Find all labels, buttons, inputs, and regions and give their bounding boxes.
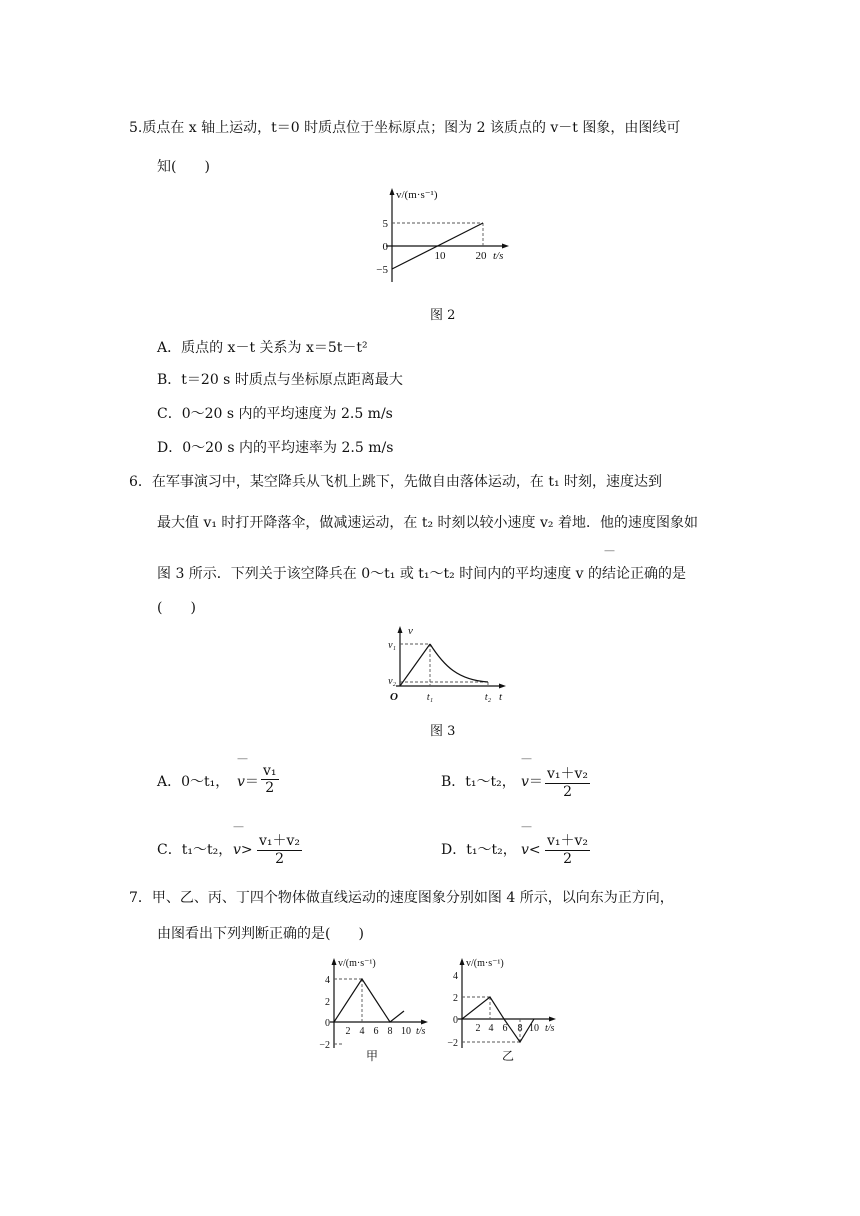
svg-text:0: 0 [325,1018,330,1029]
q6-option-a-prefix: A．0～t₁， [157,774,230,790]
svg-text:10: 10 [529,1023,539,1034]
svg-text:2: 2 [325,997,330,1008]
svg-text:−2: −2 [447,1038,458,1049]
jia-label: 甲 [365,1049,379,1063]
q6-stem-line2: 最大值 v₁ 时打开降落伞，做减速运动，在 t₂ 时刻以较小速度 v₂ 着地．他的速度图象如 [157,515,698,531]
q6-free-fall-line [400,644,430,686]
svg-text:t/s: t/s [545,1023,555,1034]
q5-stem-line1: 5.质点在 x 轴上运动，t＝0 时质点位于坐标原点；图为 2 该质点的 v－t 图象，由图线可 [129,120,681,136]
svg-text:t/s: t/s [416,1026,426,1037]
q6-option-d-fraction: $\frac{\text{v₁＋v₂}}{2}$ [545,830,590,867]
q6-x-arrow [499,684,506,689]
q6-option-b-fraction: $\frac{\text{v₁＋v₂}}{2}$ [545,763,590,800]
q6-deceleration-curve [430,644,488,682]
svg-text:8: 8 [517,1023,523,1034]
q5-stem-line2: 知( ) [157,159,210,175]
q7-graph-jia [312,952,442,1064]
yi-ylabel: v/(m·s⁻¹) [466,958,504,969]
q6-option-a-v: v＝ [237,774,259,790]
q6-y-arrow [398,626,403,633]
q6-option-c-prefix: C．t₁～t₂， [157,842,233,858]
q5-y-arrow [390,188,395,195]
q6-option-d-prefix: D．t₁～t₂， [441,842,517,858]
q6-option-c-fraction: $\frac{\text{v₁＋v₂}}{2}$ [257,830,302,867]
svg-text:6: 6 [373,1026,379,1037]
q6-label-v2: v₂ [388,676,396,687]
q5-ytick: −5 [376,264,388,276]
q6-stem-line1: 6．在军事演习中，某空降兵从飞机上跳下，先做自由落体运动，在 t₁ 时刻，速度达到 [129,474,663,490]
q6-stem-line4: ( ) [157,600,196,616]
q5-x-arrow [502,244,509,249]
q7-stem-line1: 7．甲、乙、丙、丁四个物体做直线运动的速度图象分别如图 4 所示，以向东为正方向， [129,890,674,906]
q6-stem-line3: 图 3 所示．下列关于该空降兵在 0～t₁ 或 t₁～t₂ 时间内的平均速度 v 的结论正确的是 [157,566,687,582]
q6-label-t2: t₂ [484,692,492,703]
svg-text:8: 8 [387,1026,393,1037]
svg-text:0: 0 [453,1015,458,1026]
q6-option-b-bar: — [521,752,532,765]
q5-xtick: 20 [475,250,487,262]
q6-option-b-v: v＝ [521,774,543,790]
q6-option-c-bar: — [233,820,244,833]
svg-text:4: 4 [325,975,330,986]
svg-text:10: 10 [401,1026,411,1037]
svg-text:4: 4 [359,1026,365,1037]
q5-figure-caption: 图 2 [430,308,456,323]
q5-option-b[interactable]: B．t＝20 s 时质点与坐标原点距离最大 [157,372,403,388]
q5-vt-graph [360,182,520,292]
svg-text:−2: −2 [319,1040,330,1051]
svg-text:2: 2 [453,993,458,1004]
yi-label: 乙 [501,1049,515,1063]
svg-text:4: 4 [488,1023,494,1034]
q5-xtick: 10 [434,250,446,262]
jia-velocity-line [334,979,404,1022]
q7-stem-line2: 由图看出下列判断正确的是( ) [157,926,364,942]
q6-option-c-v: v> [233,842,253,858]
q7-graph-yi [438,952,568,1064]
q6-option-d-bar: — [521,820,532,833]
q6-label-v1: v₁ [388,640,396,651]
q5-option-d[interactable]: D．0～20 s 内的平均速率为 2.5 m/s [157,440,394,456]
q5-option-c[interactable]: C．0～20 s 内的平均速度为 2.5 m/s [157,406,393,422]
q6-xlabel: t [499,691,503,703]
svg-text:2: 2 [475,1023,481,1034]
q6-figure-caption: 图 3 [430,724,456,739]
svg-text:6: 6 [502,1023,508,1034]
svg-text:4: 4 [453,971,458,982]
q6-ylabel: v [408,625,413,637]
q5-xlabel: t/s [493,250,504,262]
q6-stem-vbar: — [604,544,615,557]
q6-option-a-bar: — [237,752,248,765]
q6-vt-graph [380,622,510,706]
q5-ylabel: v/(m·s⁻¹) [396,189,438,201]
q6-option-a-fraction: $\frac{\text{v₁}}{2}$ [263,763,277,796]
q6-origin: O [390,691,398,703]
svg-text:2: 2 [345,1026,351,1037]
q5-ytick: 0 [382,241,388,253]
q6-label-t1: t₁ [426,692,434,703]
jia-ylabel: v/(m·s⁻¹) [338,958,376,969]
q6-option-d-v: v< [521,842,541,858]
q5-ytick: 5 [382,218,388,230]
q5-option-a[interactable]: A．质点的 x－t 关系为 x＝5t－t² [157,340,368,356]
q6-option-b-prefix: B．t₁～t₂， [441,774,516,790]
